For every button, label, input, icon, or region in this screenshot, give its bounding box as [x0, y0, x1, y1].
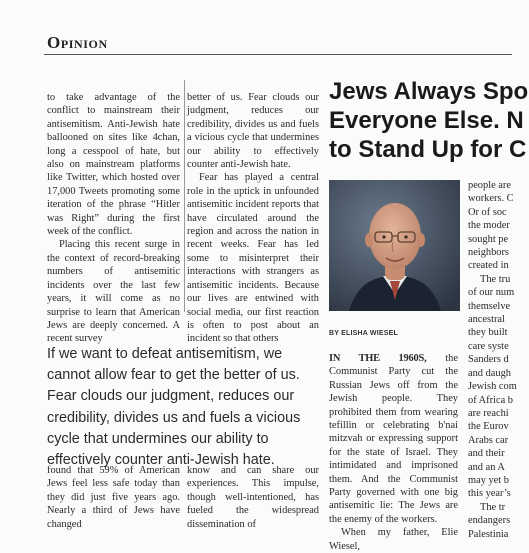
column-divider-1 [184, 80, 185, 312]
author-portrait-image [329, 180, 460, 311]
article-column-4-line: Palestinia [468, 528, 509, 540]
column-2-paragraph-1: better of us. Fear clouds our judgment, reduces our credibility, divides us and fuels a vicious cycle that undermines our ability to effectively counter anti-Jewish hate. [187, 92, 319, 171]
article-column-4-line: ancestral [468, 314, 505, 326]
article-column-4 [468, 179, 517, 540]
article-column-4-line: they built [468, 327, 508, 339]
article-body: the Communist Party cut the Russian Jews off from the Jewish people. They prohibited them from wearing tefillin or celebrating b'nai mitzvah or expressing support for the state of Israel. They intimidated and imprisoned them. And the Communist Party governed with one big antisemitic lie: The Jews are the enemy of the workers. [329, 353, 458, 525]
article-column-4-line: Sanders d [468, 354, 509, 366]
article-paragraph-2: When my father, Elie Wiesel, [329, 527, 458, 552]
article-headline [329, 77, 529, 164]
article-column-4-line: and their [468, 448, 505, 460]
article-column-4-line: care syste [468, 340, 509, 352]
article-column-4-line: The tru [480, 273, 511, 285]
section-rule [44, 54, 512, 55]
column-1-continued: found that 59% of American Jews feel less safe today than they did just five years ago. Nearly a third of Jews have changed [47, 465, 180, 530]
article-lead-in: IN THE 1960S, [329, 353, 427, 364]
article-column-4-line: endangers [468, 515, 511, 527]
column-1-paragraph-1: to take advantage of the conflict to mainstream their antisemitism. Anti-Jewish hate ballooned on sites like 4chan, long a cesspool of hate, but also on mainstream platforms like Twitter, which hosted over 17,000 Tweets promoting some iteration of the phrase “Hitler was Right” during the first week of the conflict. [47, 92, 180, 238]
article-column-4-line: neighbors [468, 247, 509, 259]
section-title: Opinion [47, 33, 108, 52]
article-column-4-line: Or of soc [468, 206, 507, 218]
headline-line-2: Everyone Else. N [329, 107, 524, 134]
article-column-4-line: themselve [468, 300, 511, 312]
byline: BY ELISHA WIESEL [329, 330, 398, 337]
pull-quote: If we want to defeat antisemitism, we cannot allow fear to get the better of us. Fear clouds our judgment, reduces our credibility, divides us and fuels a vicious cycle that undermines our ability to effectively counter anti-Jewish hate. [47, 346, 301, 469]
article-paragraph-1 [329, 352, 458, 526]
article-column-4-line: of Africa b [468, 394, 514, 406]
article-column-4-line: the Eurov [468, 421, 509, 433]
article-column-4-line: are reachi [468, 407, 509, 419]
article-column-4-line: sought pe [468, 233, 509, 245]
article-column-4-line: the moder [468, 220, 510, 232]
column-1 [47, 91, 180, 346]
headline-line-3: to Stand Up for C [329, 136, 527, 163]
article-column-4-line: The tr [480, 501, 506, 513]
article-column-4-line: and an A [468, 461, 505, 473]
article-column-4-line: created in [468, 260, 509, 272]
article-column-4-line: workers. C [468, 193, 514, 205]
article-column-4-line: Jewish com [468, 381, 517, 393]
column-2-paragraph-2: Fear has played a central role in the uptick in unfounded antisemitic incident reports that have circulated around the region and across the nation in recent weeks. Fear has led some to misinterpret their interactions with strangers as antisemitic incidents. Because our lives are entwined with social media, our first reaction is often to post about an incident so that others [187, 172, 319, 345]
headline-line-1: Jews Always Spo [329, 78, 529, 105]
column-1-paragraph-2: Placing this recent surge in the context of record-breaking numbers of antisemitic incidents over the last few years, it will come as no surprise to learn that American Jews are deeply concerned. A recent survey [47, 239, 180, 345]
column-2-continued: know and can share our experiences. This impulse, though well-intentioned, has fueled the widespread dissemination of [187, 465, 319, 530]
column-2 [187, 91, 319, 346]
article-column-4-line: people are [468, 180, 511, 191]
article-column-4-line: may yet b [468, 474, 509, 486]
article-column-4-line: of our num [468, 287, 515, 299]
article-column-4-line: this year’s [468, 488, 511, 500]
article-column-4-line: Arabs car [468, 434, 509, 446]
author-photo [329, 180, 460, 311]
article-column-4-line: and daugh [468, 367, 511, 379]
article-column [329, 352, 458, 553]
